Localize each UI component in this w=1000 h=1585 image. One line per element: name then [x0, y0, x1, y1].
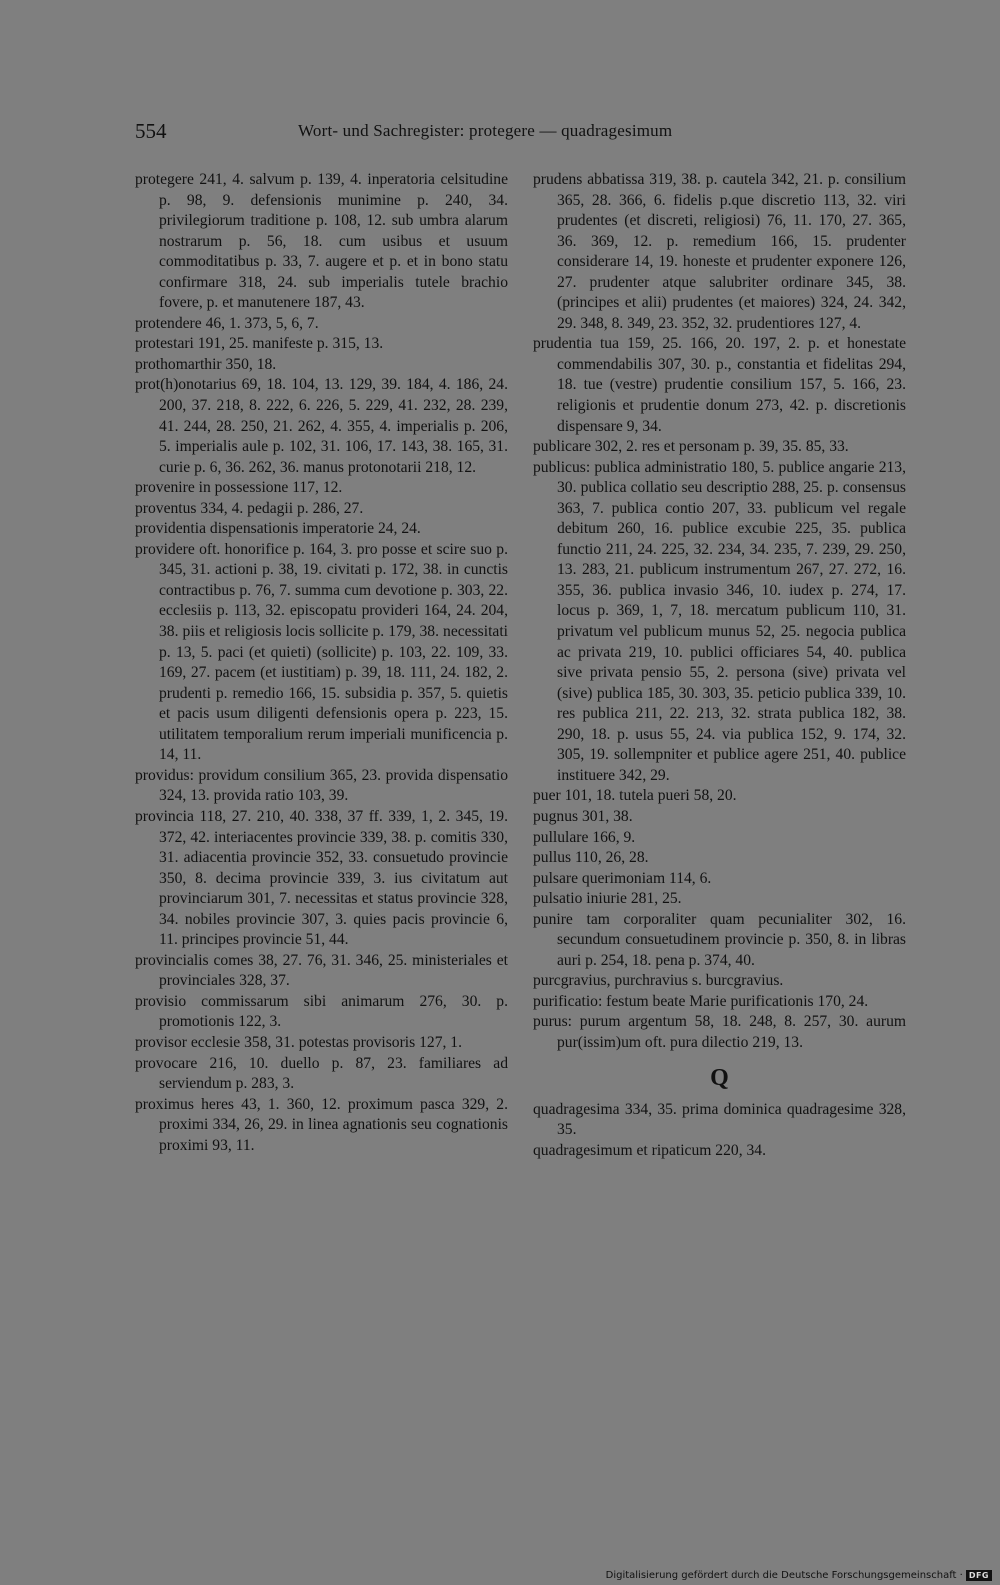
- index-entry: provocare 216, 10. duello p. 87, 23. familiares ad serviendum p. 283, 3.: [135, 1054, 508, 1093]
- index-entry: provincialis comes 38, 27. 76, 31. 346, 25. ministeriales et provinciales 328, 37.: [135, 951, 508, 990]
- index-entry: providere oft. honorifice p. 164, 3. pro posse et scire suo p. 345, 31. actioni p. 38, 19. civitati p. 172, 38. in cunctis contractibus p. 76, 7. summa cum devotione p. 303, 22. ecclesiis p. 113, 32. episcopatu provideri 164, 24. 204, 38. piis et religiosis locis sollicite p. 179, 38. necessitati p. 13, 5. paci (et quieti) (sollicite) p. 103, 22. 109, 33. 169, 27. pacem (et iustitiam) p. 39, 18. 111, 24. 182, 2. prudenti p. remedio 166, 15. subsidia p. 357, 5. quietis et pacis usum diligenti defensionis opera p. 223, 15. utilitatem temporalium rerum imperiali munificencia p. 14, 11.: [135, 540, 508, 764]
- index-entry: providentia dispensationis imperatorie 24, 24.: [135, 520, 421, 538]
- index-entry: provisor ecclesie 358, 31. potestas provisoris 127, 1.: [135, 1033, 462, 1051]
- index-entry: protestari 191, 25. manifeste p. 315, 13.: [135, 335, 384, 353]
- index-entry: prot(h)onotarius 69, 18. 104, 13. 129, 39. 184, 4. 186, 24. 200, 37. 218, 8. 222, 6. 226, 5. 229, 41. 232, 28. 239, 41. 244, 28. 250, 21. 262, 4. 355, 4. imperialis p. 206, 5. imperialis aule p. 102, 31. 106, 17. 143, 38. 165, 31. curie p. 6, 36. 262, 36. manus protonotarii 218, 12.: [135, 376, 508, 476]
- page-number: 554: [135, 119, 167, 143]
- index-entry: proventus 334, 4. pedagii p. 286, 27.: [135, 499, 364, 517]
- index-entry: proximus heres 43, 1. 360, 12. proximum pasca 329, 2. proximi 334, 26, 29. in linea agnationis seu cognationis proximi 93, 11.: [135, 1095, 508, 1154]
- index-entry: pulsare querimoniam 114, 6.: [533, 869, 712, 887]
- index-entry: providus: providum consilium 365, 23. provida dispensatio 324, 13. provida ratio 103, 39.: [135, 766, 508, 805]
- index-entry: provisio commissarum sibi animarum 276, 30. p. promotionis 122, 3.: [135, 992, 508, 1031]
- index-entry: publicus: publica administratio 180, 5. publice angarie 213, 30. publica collatio seu descriptio 288, 25. p. consensus 363, 7. publica contio 207, 33. publicum vel regale debitum 260, 16. publice excubie 225, 35. publica functio 211, 24. 225, 32. 234, 34. 235, 7. 239, 29. 250, 13. 283, 21. publicum instrumentum 267, 27. 272, 16. 355, 36. publica invasio 346, 10. iudex p. 274, 17. locus p. 369, 1, 7, 18. mercatum publicum 110, 31. privatum vel publicum munus 52, 25. negocia publica ac privata 219, 10. publici officiares 54, 40. publica sive privata pensio 55, 2. persona (sive) privata vel (sive) publica 185, 30. 303, 35. peticio publica 339, 10. res publica 211, 22. 213, 32. strata publica 182, 38. 290, 18. p. usus 55, 24. via publica 152, 9. 174, 32. 305, 19. sollempniter et publice agere 251, 40. publice instituere 342, 29.: [533, 458, 906, 784]
- index-entry: punire tam corporaliter quam pecunialiter 302, 16. secundum consuetudinem provincie p. 350, 8. in libras auri p. 254, 18. pena p. 374, 40.: [533, 910, 906, 969]
- index-entry: publicare 302, 2. res et personam p. 39, 35. 85, 33.: [533, 438, 849, 456]
- footer-text: Digitalisierung gefördert durch die Deutsche Forschungsgemeinschaft ·: [605, 1570, 963, 1581]
- index-entry: protegere 241, 4. salvum p. 139, 4. inperatoria celsitudine p. 98, 9. defensionis munimine p. 240, 34. privilegiorum traditione p. 108, 12. sub umbra alarum nostrarum p. 56, 18. cum usibus et usuum commoditatibus p. 33, 7. augere et p. et in bono statu confirmare 318, 24. sub imperialis tutele brachio fovere, p. et manutenere 187, 43.: [135, 171, 508, 312]
- index-entry: pulsatio iniurie 281, 25.: [533, 890, 682, 908]
- funding-footer: [606, 1570, 992, 1581]
- index-entry: puer 101, 18. tutela pueri 58, 20.: [533, 787, 737, 805]
- running-title: Wort- und Sachregister: protegere — quadragesimum: [298, 121, 673, 140]
- index-entry: prudentia tua 159, 25. 166, 20. 197, 2. p. et honestate commendabilis 307, 30. p., constantia et fidelitas 294, 18. tue (vestre) prudentie consilium 157, 5. 166, 23. religionis et prudentie donum 273, 42. p. discretionis dispensare 9, 34.: [533, 335, 906, 435]
- dfg-logo: DFG: [966, 1570, 992, 1581]
- index-entry: provenire in possessione 117, 12.: [135, 479, 343, 497]
- index-entry: protendere 46, 1. 373, 5, 6, 7.: [135, 314, 319, 332]
- index-entry: pullulare 166, 9.: [533, 828, 636, 846]
- index-entry: prudens abbatissa 319, 38. p. cautela 342, 21. p. consilium 365, 28. 366, 6. fidelis p.que discretio 113, 32. viri prudentes (et discreti, religiosi) 76, 11. 170, 27. 365, 36. 369, 12. p. remedium 166, 15. prudenter considerare 14, 19. honeste et prudenter exponere 126, 27. prudenter atque salubriter ordinare 345, 38. (principes et alii) prudentes (et maiores) 324, 24. 342, 29. 348, 8. 349, 23. 352, 32. prudentiores 127, 4.: [533, 171, 906, 332]
- index-entry: quadragesimum et ripaticum 220, 34.: [533, 1141, 766, 1159]
- index-entry: purus: purum argentum 58, 18. 248, 8. 257, 30. aurum pur(issim)um oft. pura dilectio 219, 13.: [533, 1013, 906, 1051]
- index-entry: purcgravius, purchravius s. burcgravius.: [533, 972, 784, 990]
- index-entry: quadragesima 334, 35. prima dominica quadragesime 328, 35.: [533, 1100, 906, 1139]
- index-entry: provincia 118, 27. 210, 40. 338, 37 ff. 339, 1, 2. 345, 19. 372, 42. interiacentes provincie 339, 38. p. comitis 330, 31. adiacentia provincie 352, 33. consuetudo provincie 350, 8. decima provincie 339, 3. ius civitatum aut provinciarum 301, 7. necessitas et status provincie 328, 34. nobiles provincie 307, 3. quies pacis provincie 6, 11. principes provincie 51, 44.: [135, 807, 508, 949]
- index-entry: pullus 110, 26, 28.: [533, 849, 649, 867]
- index-entry: pugnus 301, 38.: [533, 807, 633, 825]
- index-entry: prothomarthir 350, 18.: [135, 355, 277, 373]
- right-column: [533, 170, 906, 1161]
- left-column: [135, 170, 508, 1156]
- section-letter-heading: Q: [710, 1064, 729, 1091]
- index-entry: purificatio: festum beate Marie purificationis 170, 24.: [533, 992, 869, 1010]
